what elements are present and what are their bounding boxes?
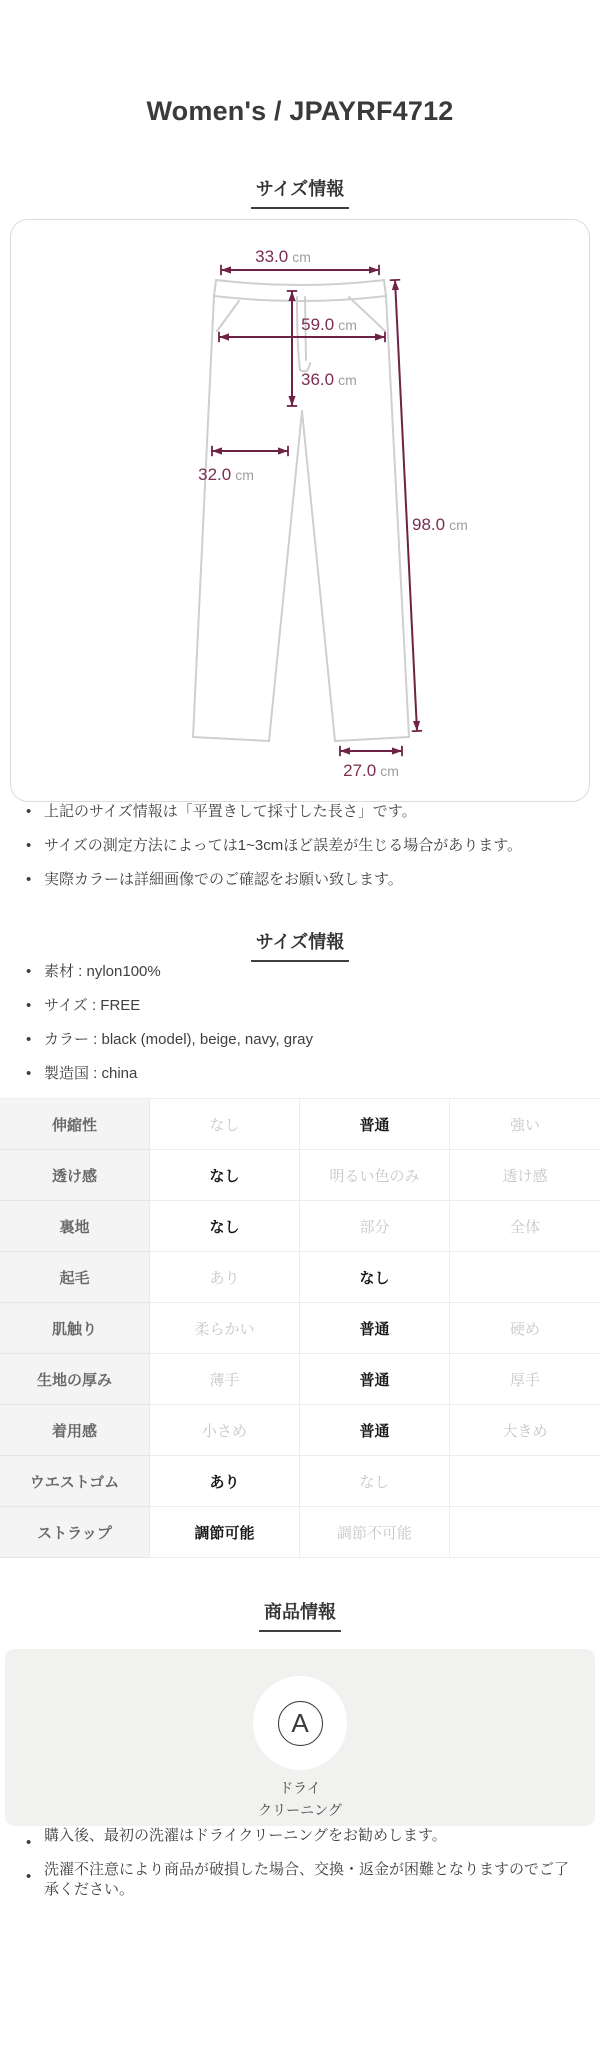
bullet-icon: • — [26, 1031, 32, 1048]
product-info-list — [0, 962, 600, 1084]
attribute-value: 厚手 — [450, 1354, 600, 1405]
attribute-value-selected: なし — [150, 1201, 300, 1252]
attribute-value-selected: 普通 — [300, 1405, 450, 1456]
table-row — [0, 1201, 600, 1252]
attribute-value — [450, 1252, 600, 1303]
attribute-value: あり — [150, 1252, 300, 1303]
size-diagram-heading — [0, 179, 600, 209]
table-row — [0, 1405, 600, 1456]
note-text: 上記のサイズ情報は「平置きして採寸した長さ」です。 — [44, 803, 417, 820]
attribute-value — [450, 1456, 600, 1507]
row-label: ストラップ — [0, 1507, 150, 1558]
measurement-lines — [212, 270, 417, 751]
note-text: 素材 : nylon100% — [44, 963, 161, 980]
note-item — [26, 962, 580, 982]
waist-width-label: 33.0 cm — [255, 247, 311, 266]
care-label-line2: クリーニング — [258, 1802, 342, 1818]
size-info-heading-text: サイズ情報 — [251, 932, 350, 962]
product-section-heading — [0, 1602, 600, 1632]
product-section-heading-text: 商品情報 — [259, 1602, 341, 1632]
rise-label: 36.0 cm — [301, 370, 357, 389]
attributes-table — [0, 1098, 600, 1558]
attribute-value-selected: なし — [300, 1252, 450, 1303]
attribute-value-selected: 普通 — [300, 1354, 450, 1405]
dry-clean-icon: A — [278, 1701, 323, 1746]
note-item — [26, 996, 580, 1016]
hem-width-label: 27.0 cm — [343, 761, 399, 780]
attribute-value: 全体 — [450, 1201, 600, 1252]
care-label-line1: ドライ — [279, 1780, 321, 1796]
attribute-value: 薄手 — [150, 1354, 300, 1405]
note-item — [26, 1826, 580, 1851]
care-notes-list — [0, 1826, 600, 1900]
size-diagram-panel — [10, 219, 590, 802]
attribute-value-selected: 普通 — [300, 1303, 450, 1354]
note-text: 洗濯不注意により商品が破損した場合、交換・返金が困難となりますのでご了承ください。 — [44, 1861, 570, 1898]
note-item — [26, 1860, 580, 1900]
pants-outline — [193, 280, 409, 741]
care-symbol-badge — [253, 1676, 347, 1770]
note-text: 実際カラーは詳細画像でのご確認をお願い致します。 — [44, 871, 403, 888]
bullet-icon: • — [26, 963, 32, 980]
bullet-icon: • — [26, 837, 32, 854]
attribute-value: 強い — [450, 1099, 600, 1150]
attribute-value: 部分 — [300, 1201, 450, 1252]
attribute-value-selected: 普通 — [300, 1099, 450, 1150]
note-item — [26, 836, 580, 856]
hip-width-label: 59.0 cm — [301, 315, 357, 334]
size-notes-list — [0, 802, 600, 890]
bullet-icon: • — [26, 803, 32, 820]
row-label: 起毛 — [0, 1252, 150, 1303]
bullet-icon: • — [26, 1868, 32, 1885]
attribute-value: 硬め — [450, 1303, 600, 1354]
note-item — [26, 870, 580, 890]
attribute-value-selected: 調節可能 — [150, 1507, 300, 1558]
attribute-value: 大きめ — [450, 1405, 600, 1456]
attribute-value: 透け感 — [450, 1150, 600, 1201]
row-label: ウエストゴム — [0, 1456, 150, 1507]
row-label: 伸縮性 — [0, 1099, 150, 1150]
care-instructions-panel — [5, 1649, 595, 1826]
attribute-value: なし — [300, 1456, 450, 1507]
care-label — [258, 1777, 342, 1821]
table-row — [0, 1150, 600, 1201]
size-info-heading — [0, 932, 600, 962]
attribute-value: 明るい色のみ — [300, 1150, 450, 1201]
bullet-icon: • — [26, 1065, 32, 1082]
note-item — [26, 802, 580, 822]
bullet-icon: • — [26, 871, 32, 888]
attribute-value — [450, 1507, 600, 1558]
table-row — [0, 1507, 600, 1558]
note-text: サイズ : FREE — [44, 997, 141, 1014]
attribute-value: 小さめ — [150, 1405, 300, 1456]
total-length-label: 98.0 cm — [412, 515, 468, 534]
note-text: カラー : black (model), beige, navy, gray — [44, 1031, 313, 1048]
row-label: 生地の厚み — [0, 1354, 150, 1405]
table-row — [0, 1252, 600, 1303]
table-row — [0, 1099, 600, 1150]
note-text: サイズの測定方法によっては1~3cmほど誤差が生じる場合があります。 — [44, 837, 523, 854]
attribute-value-selected: なし — [150, 1150, 300, 1201]
bullet-icon: • — [26, 997, 32, 1014]
attribute-value-selected: あり — [150, 1456, 300, 1507]
row-label: 裏地 — [0, 1201, 150, 1252]
note-item — [26, 1030, 580, 1050]
note-text: 購入後、最初の洗濯はドライクリーニングをお勧めします。 — [44, 1827, 447, 1844]
table-row — [0, 1354, 600, 1405]
row-label: 透け感 — [0, 1150, 150, 1201]
attribute-value: なし — [150, 1099, 300, 1150]
page-title: Women's / JPAYRF4712 — [146, 96, 454, 126]
table-row — [0, 1456, 600, 1507]
pants-measurement-diagram — [11, 220, 591, 801]
bullet-icon: • — [26, 1834, 32, 1851]
note-text: 製造国 : china — [44, 1065, 138, 1082]
row-label: 着用感 — [0, 1405, 150, 1456]
table-row — [0, 1303, 600, 1354]
attribute-value: 柔らかい — [150, 1303, 300, 1354]
attribute-value: 調節不可能 — [300, 1507, 450, 1558]
size-diagram-heading-text: サイズ情報 — [251, 179, 350, 209]
note-item — [26, 1064, 580, 1084]
thigh-width-label: 32.0 cm — [198, 465, 254, 484]
row-label: 肌触り — [0, 1303, 150, 1354]
